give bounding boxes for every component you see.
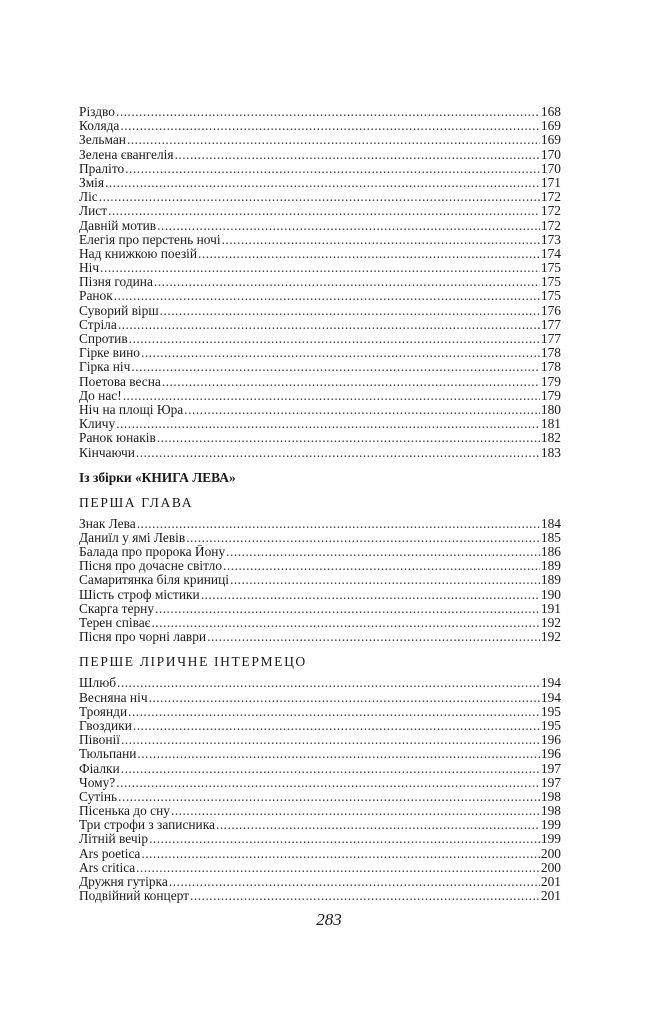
toc-dot-leader xyxy=(99,190,540,204)
toc-entry-title: Зельман xyxy=(79,133,126,148)
toc-entry-page: 200 xyxy=(540,860,561,875)
toc-dot-leader xyxy=(108,204,540,218)
toc-dot-leader xyxy=(169,875,540,889)
toc-entry-page: 198 xyxy=(540,804,561,819)
toc-entry-page: 189 xyxy=(540,573,561,588)
toc-entry-page: 169 xyxy=(540,133,561,148)
toc-entry xyxy=(79,804,561,818)
toc-entry-page: 169 xyxy=(540,119,561,134)
toc-entry xyxy=(79,790,561,804)
toc-entry-page: 180 xyxy=(540,402,561,417)
toc-dot-leader xyxy=(127,133,540,147)
toc-entry xyxy=(79,832,561,846)
toc-entry-page: 197 xyxy=(540,775,561,790)
toc-entry-title: Змія xyxy=(79,175,105,190)
toc-entry-title: Гвоздики xyxy=(79,718,132,733)
toc-entry xyxy=(79,545,561,559)
toc-dot-leader xyxy=(118,790,540,804)
toc-entry-page: 171 xyxy=(540,175,561,190)
toc-entry-title: Скарга терну xyxy=(79,601,155,616)
toc-entry-page: 177 xyxy=(540,332,561,346)
toc-dot-leader xyxy=(154,275,540,289)
toc-dot-leader xyxy=(141,847,540,861)
toc-dot-leader xyxy=(137,517,540,531)
toc-entry-title: Гірка ніч xyxy=(79,360,131,375)
toc-entry-title: Праліто xyxy=(79,161,125,176)
toc-dot-leader xyxy=(226,545,540,559)
toc-entry-title: Знак Лева xyxy=(79,516,136,531)
toc-entry xyxy=(79,318,561,332)
toc-entry xyxy=(79,360,561,374)
toc-dot-leader xyxy=(120,119,540,133)
toc-entry-page: 198 xyxy=(540,789,561,804)
toc-dot-leader xyxy=(114,289,540,303)
section-heading-first-chapter: ПЕРША ГЛАВА xyxy=(79,494,194,510)
toc-entry xyxy=(79,247,561,261)
toc-entry-title: Самаритянка біля криниці xyxy=(79,573,229,588)
toc-dot-leader xyxy=(116,105,540,119)
toc-entry-title: Пізня година xyxy=(79,275,153,290)
toc-entry xyxy=(79,630,561,644)
toc-dot-leader xyxy=(216,818,540,832)
toc-entry-title: Сутінь xyxy=(79,789,118,804)
toc-entry xyxy=(79,573,561,587)
toc-entry-page: 175 xyxy=(540,289,561,304)
toc-dot-leader xyxy=(162,375,540,389)
toc-dot-leader xyxy=(121,762,540,776)
toc-entry xyxy=(79,762,561,776)
toc-entry xyxy=(79,233,561,247)
toc-dot-leader xyxy=(117,676,540,690)
toc-dot-leader xyxy=(155,602,540,616)
toc-entry-page: 175 xyxy=(540,261,561,276)
toc-entry-title: Коляда xyxy=(79,119,120,134)
toc-entry-page: 172 xyxy=(540,190,561,205)
toc-entry-title: Елегія про перстень ночі xyxy=(79,232,221,247)
toc-dot-leader xyxy=(123,389,540,403)
toc-entry-title: Три строфи з записника xyxy=(79,818,215,833)
toc-entry-page: 192 xyxy=(540,616,561,630)
toc-dot-leader xyxy=(160,304,540,318)
toc-entry-title: Тюльпани xyxy=(79,747,137,762)
toc-entry xyxy=(79,602,561,616)
toc-dot-leader xyxy=(184,403,540,417)
toc-entry-title: Кінчаючи xyxy=(79,445,135,460)
toc-entry-title: Ліс xyxy=(79,190,98,205)
toc-entry-page: 172 xyxy=(540,204,561,219)
toc-entry xyxy=(79,219,561,233)
toc-entry-page: 197 xyxy=(540,761,561,776)
toc-entry xyxy=(79,676,561,690)
toc-entry-page: 168 xyxy=(540,105,561,119)
toc-entry xyxy=(79,889,561,903)
toc-dot-leader xyxy=(116,776,540,790)
toc-dot-leader xyxy=(157,431,540,445)
toc-dot-leader xyxy=(136,446,540,460)
toc-entry xyxy=(79,346,561,360)
toc-entry-page: 170 xyxy=(540,147,561,162)
toc-entry-page: 195 xyxy=(540,718,561,733)
toc-entry-page: 199 xyxy=(540,832,561,847)
toc-entry xyxy=(79,818,561,832)
toc-entry-title: Лист xyxy=(79,204,108,219)
toc-entry xyxy=(79,616,561,630)
toc-entry-title: Літній вечір xyxy=(79,832,149,847)
toc-entry-title: Різдво xyxy=(79,105,115,119)
toc-entry-page: 191 xyxy=(540,601,561,616)
toc-entry-page: 200 xyxy=(540,846,561,861)
toc-entry-page: 184 xyxy=(540,516,561,531)
toc-dot-leader xyxy=(116,417,540,431)
toc-entry-page: 174 xyxy=(540,246,561,261)
toc-entry xyxy=(79,588,561,602)
page-number: 283 xyxy=(316,910,342,929)
table-of-contents xyxy=(79,105,561,903)
toc-entry-title: Троянди xyxy=(79,704,128,719)
toc-entry-title: Гірке вино xyxy=(79,346,140,361)
toc-entry-title: Пісенька до сну xyxy=(79,804,170,819)
toc-dot-leader xyxy=(157,219,540,233)
toc-entry xyxy=(79,389,561,403)
toc-dot-leader xyxy=(207,630,540,644)
toc-entry-page: 183 xyxy=(540,445,561,460)
toc-dot-leader xyxy=(190,889,540,903)
toc-entry xyxy=(79,559,561,573)
toc-dot-leader xyxy=(125,162,540,176)
toc-entry-title: Ars poetica xyxy=(79,846,141,861)
toc-entry-page: 178 xyxy=(540,360,561,375)
toc-entry-title: Зелена євангелія xyxy=(79,147,174,162)
toc-entry-title: Давній мотив xyxy=(79,218,157,233)
toc-entry-page: 179 xyxy=(540,374,561,389)
toc-entry xyxy=(79,719,561,733)
toc-dot-leader xyxy=(201,588,540,602)
toc-entry xyxy=(79,190,561,204)
toc-dot-leader xyxy=(100,261,540,275)
toc-entry-page: 170 xyxy=(540,161,561,176)
toc-list-group2 xyxy=(79,517,561,645)
toc-entry xyxy=(79,776,561,790)
toc-dot-leader xyxy=(131,360,540,374)
toc-entry xyxy=(79,162,561,176)
toc-entry-page: 189 xyxy=(540,559,561,574)
toc-entry xyxy=(79,148,561,162)
toc-entry-title: Спротив xyxy=(79,332,128,346)
toc-entry-title: Весняна ніч xyxy=(79,690,148,705)
toc-entry xyxy=(79,332,561,346)
toc-entry xyxy=(79,747,561,761)
toc-entry-page: 179 xyxy=(540,388,561,403)
toc-entry-title: Півонії xyxy=(79,733,120,748)
toc-entry-page: 196 xyxy=(540,747,561,762)
toc-entry xyxy=(79,517,561,531)
toc-entry-title: Пісня про чорні лаври xyxy=(79,630,207,645)
toc-entry-page: 195 xyxy=(540,704,561,719)
toc-entry-title: Терен співає xyxy=(79,616,151,630)
toc-entry-title: Ніч xyxy=(79,261,100,276)
toc-dot-leader xyxy=(118,318,540,332)
toc-entry-title: Подвійний концерт xyxy=(79,889,190,904)
toc-entry xyxy=(79,133,561,147)
toc-entry-page: 190 xyxy=(540,587,561,602)
toc-entry xyxy=(79,119,561,133)
toc-list-group3 xyxy=(79,676,561,903)
toc-entry xyxy=(79,705,561,719)
toc-entry-page: 194 xyxy=(540,676,561,691)
toc-dot-leader xyxy=(175,148,540,162)
toc-entry-page: 178 xyxy=(540,346,561,361)
toc-entry-title: Шість строф містики xyxy=(79,587,200,602)
toc-entry-title: Кличу xyxy=(79,417,116,432)
toc-entry-title: Фіалки xyxy=(79,761,120,776)
toc-entry xyxy=(79,531,561,545)
toc-entry xyxy=(79,275,561,289)
section-heading-lyrical-intermezzo: ПЕРШЕ ЛІРИЧНЕ ІНТЕРМЕЦО xyxy=(79,654,307,670)
toc-dot-leader xyxy=(149,832,540,846)
toc-dot-leader xyxy=(171,804,540,818)
toc-entry-title: Дружня гутірка xyxy=(79,875,168,889)
toc-entry xyxy=(79,105,561,119)
toc-entry-title: Суворий вірш xyxy=(79,303,159,318)
toc-entry-title: Ars critica xyxy=(79,860,136,875)
toc-dot-leader xyxy=(105,176,540,190)
toc-dot-leader xyxy=(223,559,540,573)
toc-entry-title: Даниїл у ямі Левів xyxy=(79,530,186,545)
toc-entry xyxy=(79,176,561,190)
toc-entry-title: Шлюб xyxy=(79,676,117,691)
toc-entry-title: Пісня про дочасне світло xyxy=(79,559,223,574)
toc-entry-page: 201 xyxy=(540,889,561,904)
toc-entry-page: 196 xyxy=(540,733,561,748)
toc-dot-leader xyxy=(121,733,540,747)
toc-list-group1 xyxy=(79,105,561,460)
toc-entry xyxy=(79,304,561,318)
toc-entry xyxy=(79,861,561,875)
toc-dot-leader xyxy=(128,705,540,719)
toc-entry xyxy=(79,261,561,275)
toc-dot-leader xyxy=(186,531,540,545)
toc-dot-leader xyxy=(149,691,540,705)
toc-dot-leader xyxy=(141,346,540,360)
toc-dot-leader xyxy=(222,233,540,247)
toc-entry-page: 185 xyxy=(540,530,561,545)
toc-dot-leader xyxy=(230,573,540,587)
toc-entry xyxy=(79,431,561,445)
toc-entry-title: Над книжкою поезій xyxy=(79,246,198,261)
toc-dot-leader xyxy=(129,332,540,346)
toc-entry-page: 177 xyxy=(540,317,561,332)
toc-entry-page: 173 xyxy=(540,232,561,247)
toc-entry xyxy=(79,875,561,889)
toc-entry-page: 172 xyxy=(540,218,561,233)
toc-entry-title: Поетова весна xyxy=(79,374,161,389)
toc-entry-page: 201 xyxy=(540,875,561,889)
collection-heading: Із збірки «КНИГА ЛЕВА» xyxy=(79,469,236,485)
toc-entry xyxy=(79,289,561,303)
toc-entry xyxy=(79,417,561,431)
toc-dot-leader xyxy=(151,616,539,630)
toc-entry-page: 199 xyxy=(540,818,561,833)
toc-entry-page: 182 xyxy=(540,431,561,446)
toc-entry xyxy=(79,733,561,747)
toc-entry xyxy=(79,691,561,705)
toc-entry-page: 194 xyxy=(540,690,561,705)
toc-entry-page: 192 xyxy=(540,630,561,645)
toc-entry-page: 175 xyxy=(540,275,561,290)
toc-dot-leader xyxy=(137,747,539,761)
toc-entry-page: 176 xyxy=(540,303,561,318)
toc-entry-page: 181 xyxy=(540,417,561,432)
toc-entry-title: Стріла xyxy=(79,317,117,332)
toc-entry-title: До нас! xyxy=(79,388,122,403)
toc-entry-title: Ранок xyxy=(79,289,113,304)
toc-dot-leader xyxy=(133,719,540,733)
toc-dot-leader xyxy=(198,247,540,261)
toc-dot-leader xyxy=(136,861,540,875)
toc-entry xyxy=(79,204,561,218)
toc-entry xyxy=(79,847,561,861)
toc-entry xyxy=(79,375,561,389)
toc-entry-title: Ранок юнаків xyxy=(79,431,156,446)
toc-entry-title: Чому? xyxy=(79,775,116,790)
toc-entry xyxy=(79,403,561,417)
toc-entry-page: 186 xyxy=(540,545,561,560)
toc-entry-title: Балада про пророка Йону xyxy=(79,545,226,560)
toc-entry-title: Ніч на площі Юра xyxy=(79,402,184,417)
toc-entry xyxy=(79,446,561,460)
